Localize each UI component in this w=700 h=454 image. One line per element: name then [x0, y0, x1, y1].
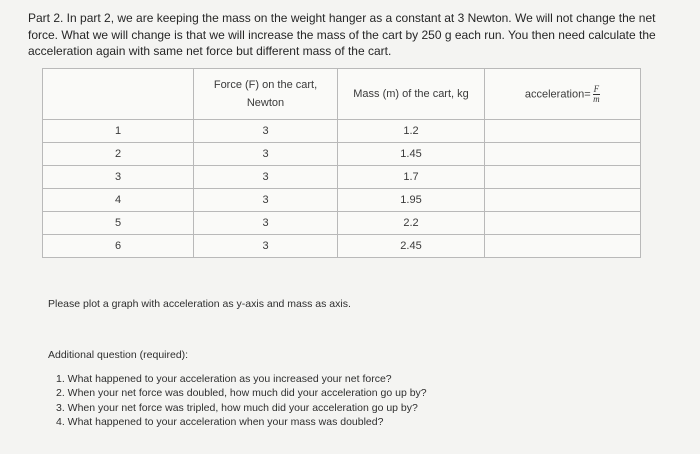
question-item: 3. When your net force was tripled, how much did your acceleration go up by?	[56, 401, 418, 414]
table-row	[43, 235, 641, 258]
mass-cell: 1.2	[338, 120, 485, 143]
force-cell: 3	[194, 189, 338, 212]
table-row	[43, 166, 641, 189]
mass-cell: 1.7	[338, 166, 485, 189]
force-cell: 3	[194, 212, 338, 235]
formula-numerator: F	[593, 83, 600, 94]
question-item: 4. What happened to your acceleration when your mass was doubled?	[56, 415, 384, 428]
question-item: 2. When your net force was doubled, how much did your acceleration go up by?	[56, 387, 427, 400]
force-cell: 3	[194, 235, 338, 258]
acceleration-header-label: acceleration=	[524, 87, 591, 100]
trial-cell: 6	[43, 235, 194, 258]
question-list	[56, 372, 427, 429]
formula-denominator: m	[593, 93, 600, 104]
acceleration-cell	[485, 120, 641, 143]
force-header: Force (F) on the cart, Newton	[194, 69, 338, 120]
acceleration-cell	[485, 166, 641, 189]
acceleration-formula	[593, 85, 601, 104]
mass-cell: 2.2	[338, 212, 485, 235]
acceleration-cell	[485, 189, 641, 212]
table-row	[43, 189, 641, 212]
trial-header	[43, 69, 194, 120]
acceleration-header	[485, 69, 641, 120]
mass-header: Mass (m) of the cart, kg	[338, 69, 485, 120]
trial-cell: 2	[43, 143, 194, 166]
acceleration-cell	[485, 143, 641, 166]
trial-cell: 4	[43, 189, 194, 212]
mass-cell: 2.45	[338, 235, 485, 258]
trial-cell: 1	[43, 120, 194, 143]
additional-question-title: Additional question (required):	[48, 349, 189, 361]
acceleration-cell	[485, 235, 641, 258]
force-cell: 3	[194, 120, 338, 143]
force-cell: 3	[194, 143, 338, 166]
mass-cell: 1.45	[338, 143, 485, 166]
instructions-paragraph: Part 2. In part 2, we are keeping the mass on the weight hanger as a constant at 3 Newton. We will not change the net force. What we will change is that we will increase the mass of the cart by 250 g each run. You then need calculate the acceleration again with same net force but different mass of the cart.	[28, 11, 656, 58]
trial-cell: 5	[43, 212, 194, 235]
table-row	[43, 212, 641, 235]
data-table	[42, 68, 641, 258]
trial-cell: 3	[43, 166, 194, 189]
table-row	[43, 120, 641, 143]
mass-cell: 1.95	[338, 189, 485, 212]
acceleration-cell	[485, 212, 641, 235]
force-cell: 3	[194, 166, 338, 189]
table-header-row	[43, 69, 641, 120]
table-row	[43, 143, 641, 166]
plot-instruction: Please plot a graph with acceleration as y-axis and mass as axis.	[48, 298, 351, 310]
question-item: 1. What happened to your acceleration as you increased your net force?	[56, 373, 392, 385]
